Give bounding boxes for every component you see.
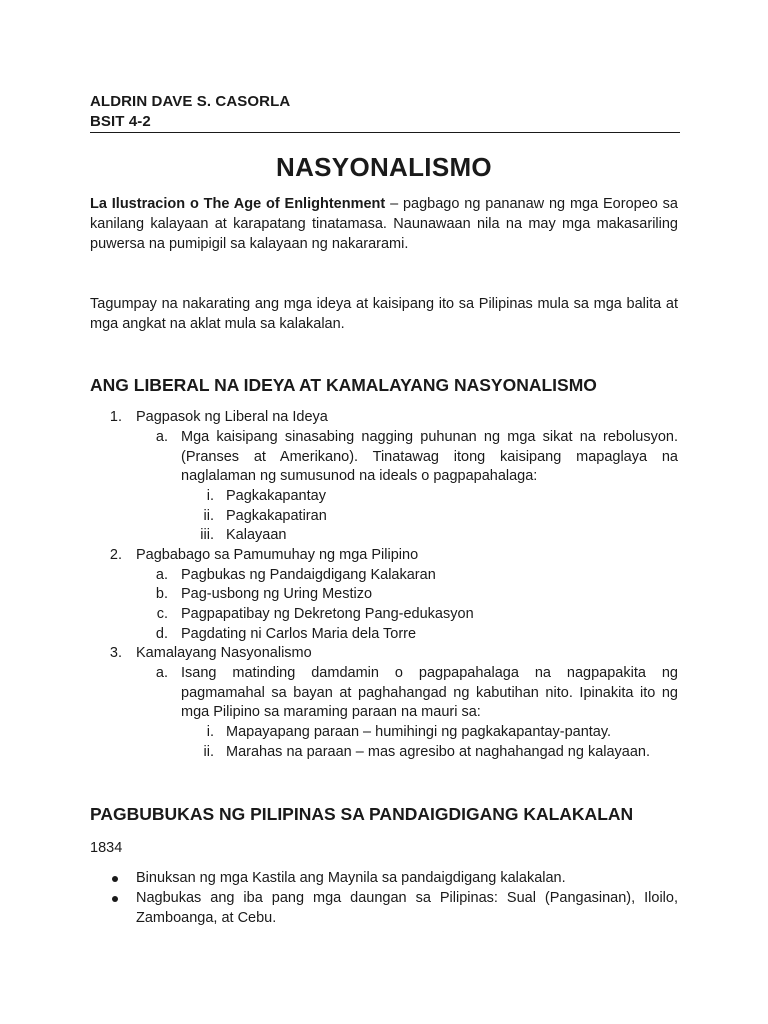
list-marker: iii. xyxy=(200,527,214,543)
list-item-label: Pagbukas ng Pandaigdigang Kalakaran xyxy=(181,567,436,583)
list-item-label: Pagpapatibay ng Dekretong Pang-edukasyon xyxy=(181,606,474,622)
bullet-item: Nagbukas ang iba pang mga daungan sa Pilipinas: Sual (Pangasinan), Iloilo, Zamboanga, at Cebu. xyxy=(136,890,678,926)
bullet-item: Binuksan ng mga Kastila ang Maynila sa pandaigdigang kalakalan. xyxy=(136,870,566,886)
list-marker: a. xyxy=(155,665,168,681)
document-page xyxy=(90,0,678,1024)
list-item-text: Mga kaisipang sinasabing nagging puhunan ng mga sikat na rebolusyon. (Pranses at Amerikano). Tinatawag itong kaisipang mapaglaya na naglalaman ng sumusunod na ideals o pagpapahalaga: xyxy=(181,429,678,485)
list-marker: i. xyxy=(206,488,214,504)
list-item-label: Kamalayang Nasyonalismo xyxy=(136,645,312,661)
list-marker: a. xyxy=(155,567,168,583)
list-item-label: Pagkakapatiran xyxy=(226,508,327,524)
list-marker: i. xyxy=(206,724,214,740)
list-marker: c. xyxy=(156,606,168,622)
list-item-label: Pagdating ni Carlos Maria dela Torre xyxy=(181,626,417,642)
document-header xyxy=(90,92,678,132)
list-marker: 3. xyxy=(109,645,122,661)
section-heading-trade: PAGBUBUKAS NG PILIPINAS SA PANDAIGDIGANG KALAKALAN xyxy=(90,804,634,824)
header-divider xyxy=(90,132,680,133)
second-paragraph: Tagumpay na nakarating ang mga ideya at kaisipang ito sa Pilipinas mula sa mga balita at mga angkat na aklat mula sa kalakalan. xyxy=(90,296,678,332)
list-item-label: Pagpasok ng Liberal na Ideya xyxy=(136,409,328,425)
list-item-label: Pag-usbong ng Uring Mestizo xyxy=(181,586,373,602)
list-marker: ii. xyxy=(203,744,214,760)
list-marker: 1. xyxy=(109,409,122,425)
list-item-label: Mapayapang paraan – humihingi ng pagkakapantay-pantay. xyxy=(226,724,612,740)
list-marker: d. xyxy=(155,626,168,642)
list-item-label: Kalayaan xyxy=(226,527,287,543)
document-title: NASYONALISMO xyxy=(276,152,492,182)
intro-definition: – pagbago ng pananaw ng mga Eoropeo sa kanilang kalayaan at karapatang tinatamasa. Naunawaan nila na may mga makasariling puwersa na pumipigil sa kalayaan ng nakararami. xyxy=(90,196,678,252)
list-item-label: Marahas na paraan – mas agresibo at naghahangad ng kalayaan. xyxy=(226,744,651,760)
list-marker: 2. xyxy=(109,547,122,563)
intro-term: La Ilustracion o The Age of Enlightenment xyxy=(90,196,386,212)
list-marker: ii. xyxy=(203,508,214,524)
list-marker: a. xyxy=(155,429,168,445)
author-name: ALDRIN DAVE S. CASORLA xyxy=(90,93,291,110)
list-item-label: Pagkakapantay xyxy=(226,488,326,504)
bullet-icon xyxy=(112,896,118,902)
class-section: BSIT 4-2 xyxy=(90,113,151,130)
year-label: 1834 xyxy=(90,840,123,856)
list-marker: b. xyxy=(155,586,168,602)
section-heading-liberal: ANG LIBERAL NA IDEYA AT KAMALAYANG NASYONALISMO xyxy=(90,375,597,395)
intro-paragraph xyxy=(90,194,678,254)
list-item-label: Pagbabago sa Pamumuhay ng mga Pilipino xyxy=(136,547,419,563)
bullet-icon xyxy=(112,876,118,882)
list-item-text: Isang matinding damdamin o pagpapahalaga na nagpapakita ng pagmamahal sa bayan at paghahangad ng kabutihan nito. Ipinakita ito ng mga Pilipino sa maraming paraan na mauri sa: xyxy=(181,665,678,721)
